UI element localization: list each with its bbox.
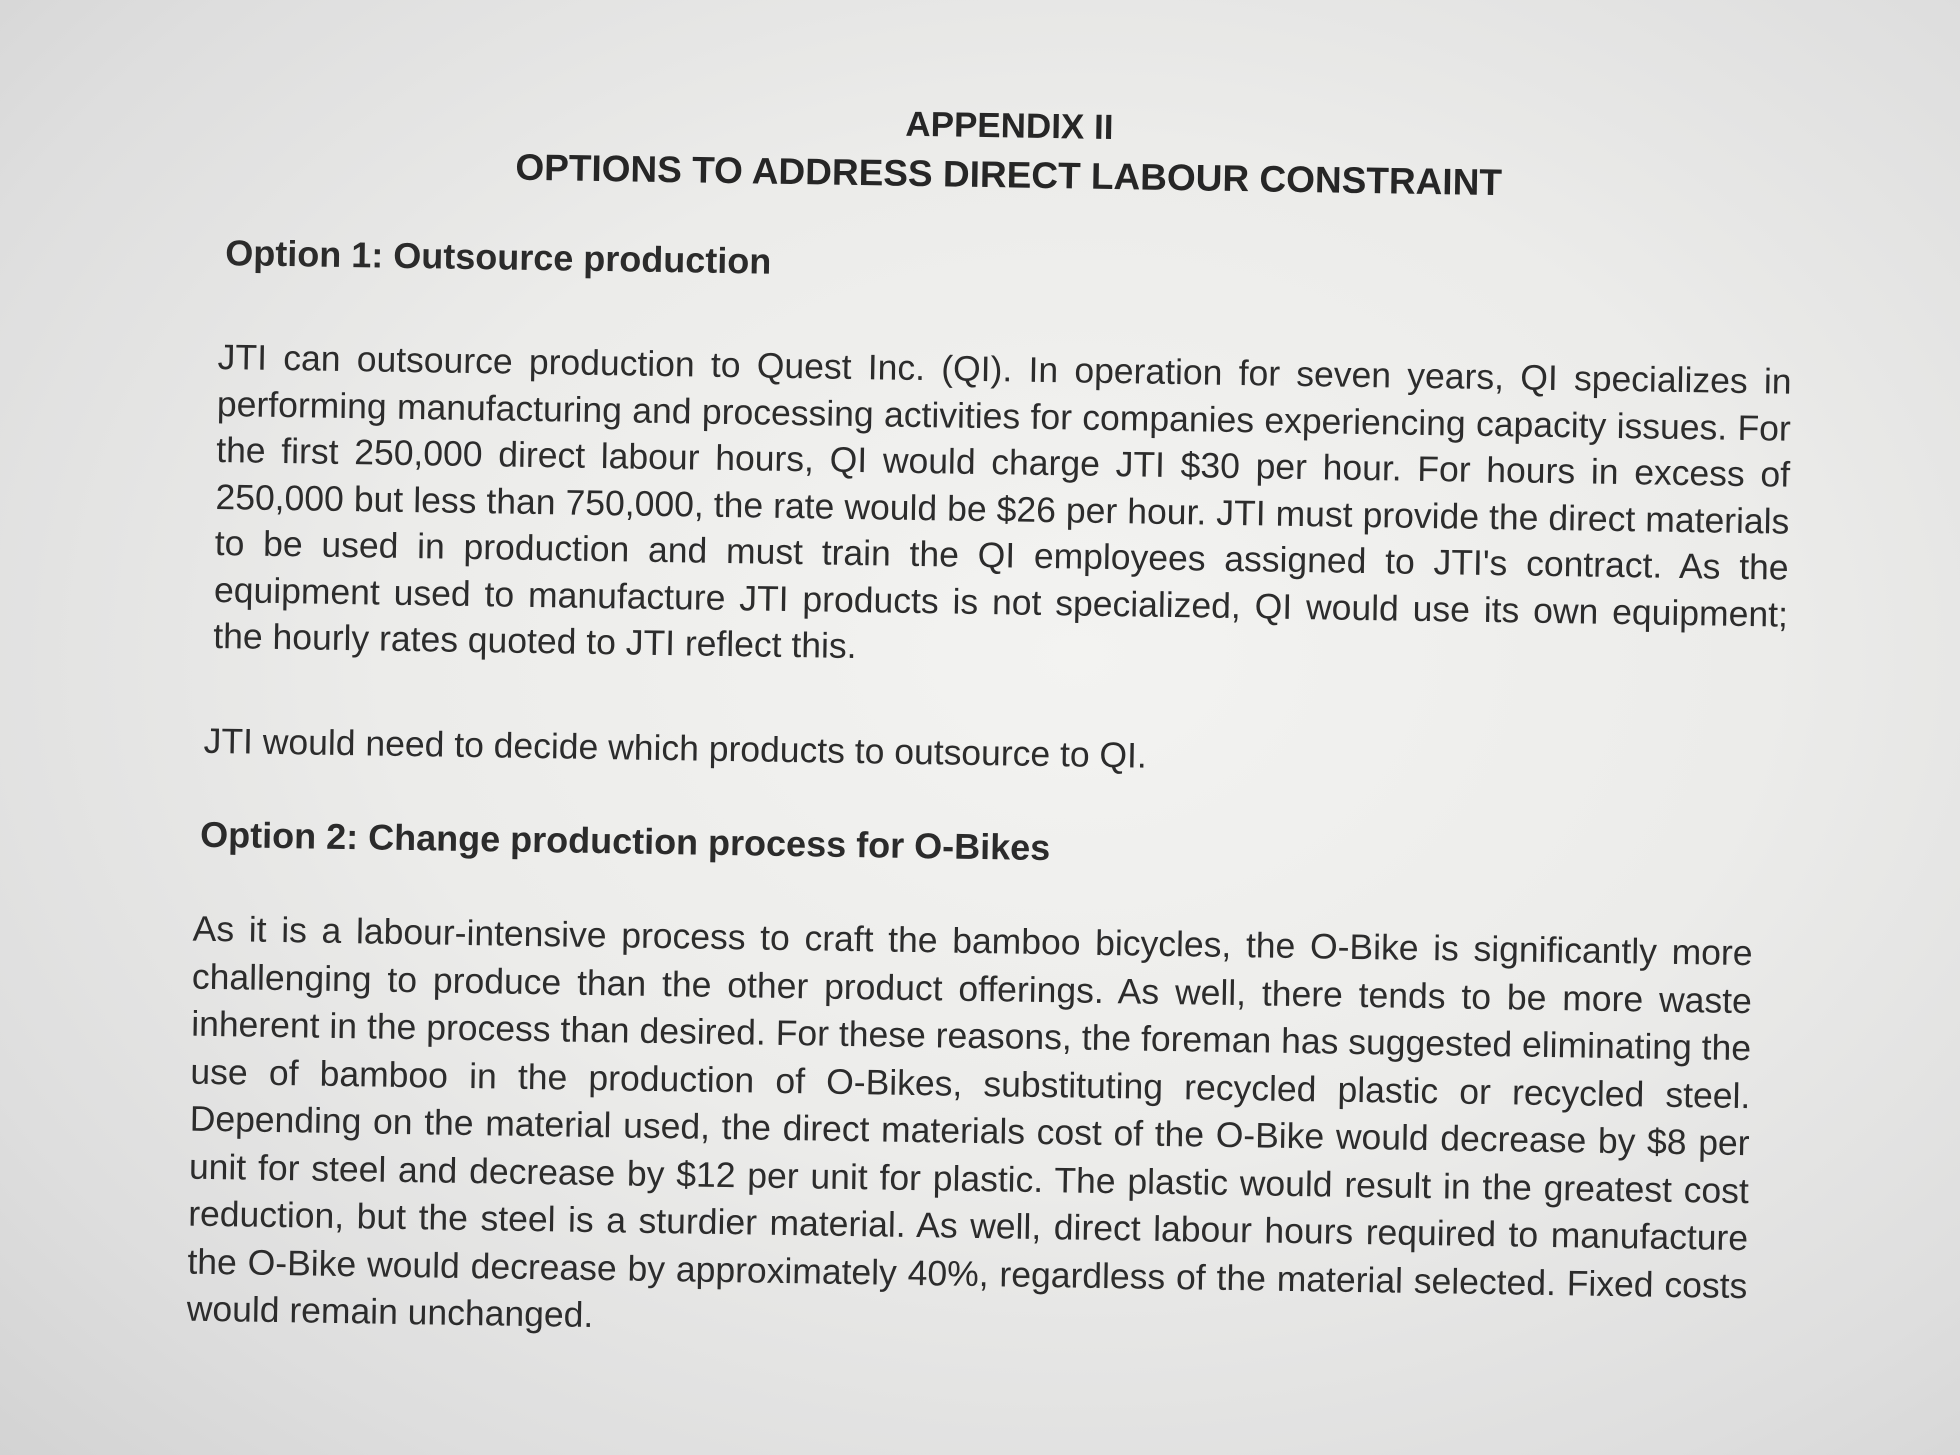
appendix-title: OPTIONS TO ADDRESS DIRECT LABOUR CONSTRAINT — [515, 146, 1503, 204]
option-1-decision: JTI would need to decide which products to outsource to QI. — [203, 720, 1148, 776]
option-1-paragraph: JTI can outsource production to Quest Inc. (QI). In operation for seven years, QI specializes in performing manufacturing and processing activities for companies experiencing capacity issues. For the first 250,000 direct labour hours, QI would charge JTI $30 per hour. For hours in excess of 250,000 but less than 750,000, the rate would be $26 per hour. JTI must provide the direct materials to be used in production and must train the QI employees assigned to JTI's contract. As the equipment used to manufacture JTI products is not specialized, QI would use its own equipment; the hourly rates quoted to JTI reflect this. — [213, 336, 1792, 667]
option-2-paragraph: As it is a labour-intensive process to craft the bamboo bicycles, the O-Bike is significantly more challenging to produce than the other product offerings. As well, there tends to be more waste inherent in the process than desired. For these reasons, the foreman has suggested eliminating the use of bamboo in the production of O-Bikes, substituting recycled plastic or recycled steel. Depending on the material used, the direct materials cost of the O-Bike would decrease by $8 per unit for steel and decrease by $12 per unit for plastic. The plastic would result in the greatest cost reduction, but the steel is a sturdier material. As well, direct labour hours required to manufacture the O-Bike would decrease by approximately 40%, regardless of the material selected. Fixed costs would remain unchanged. — [186, 908, 1753, 1335]
appendix-label: APPENDIX II — [905, 104, 1114, 148]
option-1-heading: Option 1: Outsource production — [225, 232, 772, 282]
option-2-heading: Option 2: Change production process for O-Bikes — [199, 813, 1051, 869]
